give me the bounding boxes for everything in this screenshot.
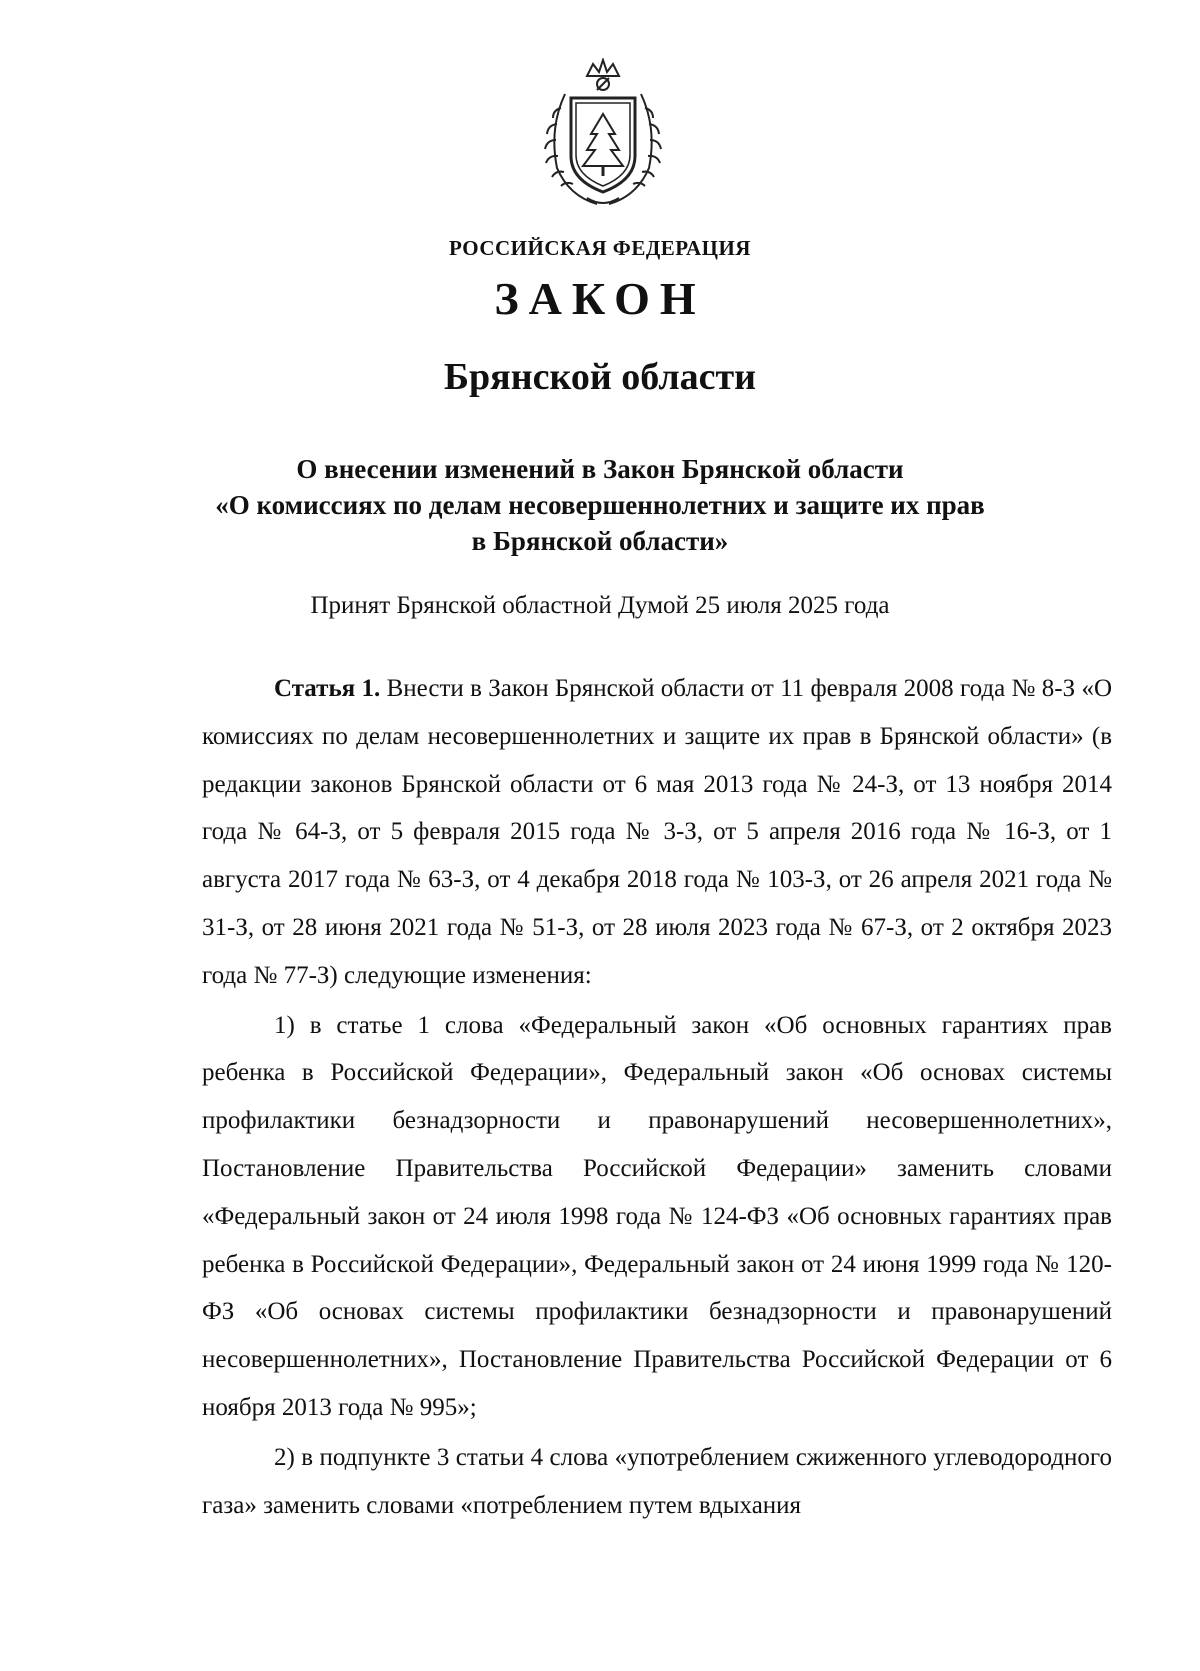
law-body (202, 665, 1112, 1529)
adoption-line: Принят Брянской областной Думой 25 июля 2025 года (310, 592, 890, 619)
region-name: Брянской области (443, 356, 757, 398)
country-name: РОССИЙСКАЯ ФЕДЕРАЦИЯ (449, 236, 751, 260)
article-1-label: Статья 1. (274, 675, 381, 702)
subject-line-2: «О комиссиях по делам несовершеннолетних и защите их прав (215, 490, 985, 520)
coat-of-arms-icon (535, 58, 671, 208)
article-1-paragraph (202, 665, 1112, 1000)
list-item: 1) в статье 1 слова «Федеральный закон «Об основных гарантиях прав ребенка в Российской Федерации», Федеральный закон «Об основах системы профилактики безнадзорности и правонарушений несовершеннолетних», Постановление Правительства Российской Федерации» заменить словами «Федеральный закон от 24 июля 1998 года № 124-ФЗ «Об основных гарантиях прав ребенка в Российской Федерации», Федеральный закон от 24 июня 1999 года № 120-ФЗ «Об основах системы профилактики безнадзорности и правонарушений несовершеннолетних», Постановление Правительства Российской Федерации от 6 ноября 2013 года № 995»; (202, 1011, 1112, 1421)
law-subject (150, 451, 1050, 559)
article-1-text: Внести в Закон Брянской области от 11 февраля 2008 года № 8-З «О комиссиях по делам несовершеннолетних и защите их прав в Брянской области» (в редакции законов Брянской области от 6 мая 2013 года № 24-З, от 13 ноября 2014 года № 64-З, от 5 февраля 2015 года № 3-З, от 5 апреля 2016 года № 16-З, от 1 августа 2017 года № 63-З, от 4 декабря 2018 года № 103-З, от 26 апреля 2021 года № 31-З, от 28 июня 2021 года № 51-З, от 28 июля 2023 года № 67-З, от 2 октября 2023 года № 77-З) следующие изменения: (202, 675, 1112, 989)
list-item: 2) в подпункте 3 статьи 4 слова «употреблением сжиженного углеводородного газа» заменить словами «потреблением путем вдыхания (202, 1443, 1112, 1519)
subject-line-1: О внесении изменений в Закон Брянской области (296, 454, 904, 484)
document-type: ЗАКОН (494, 273, 706, 324)
subject-line-3: в Брянской области» (471, 526, 729, 556)
